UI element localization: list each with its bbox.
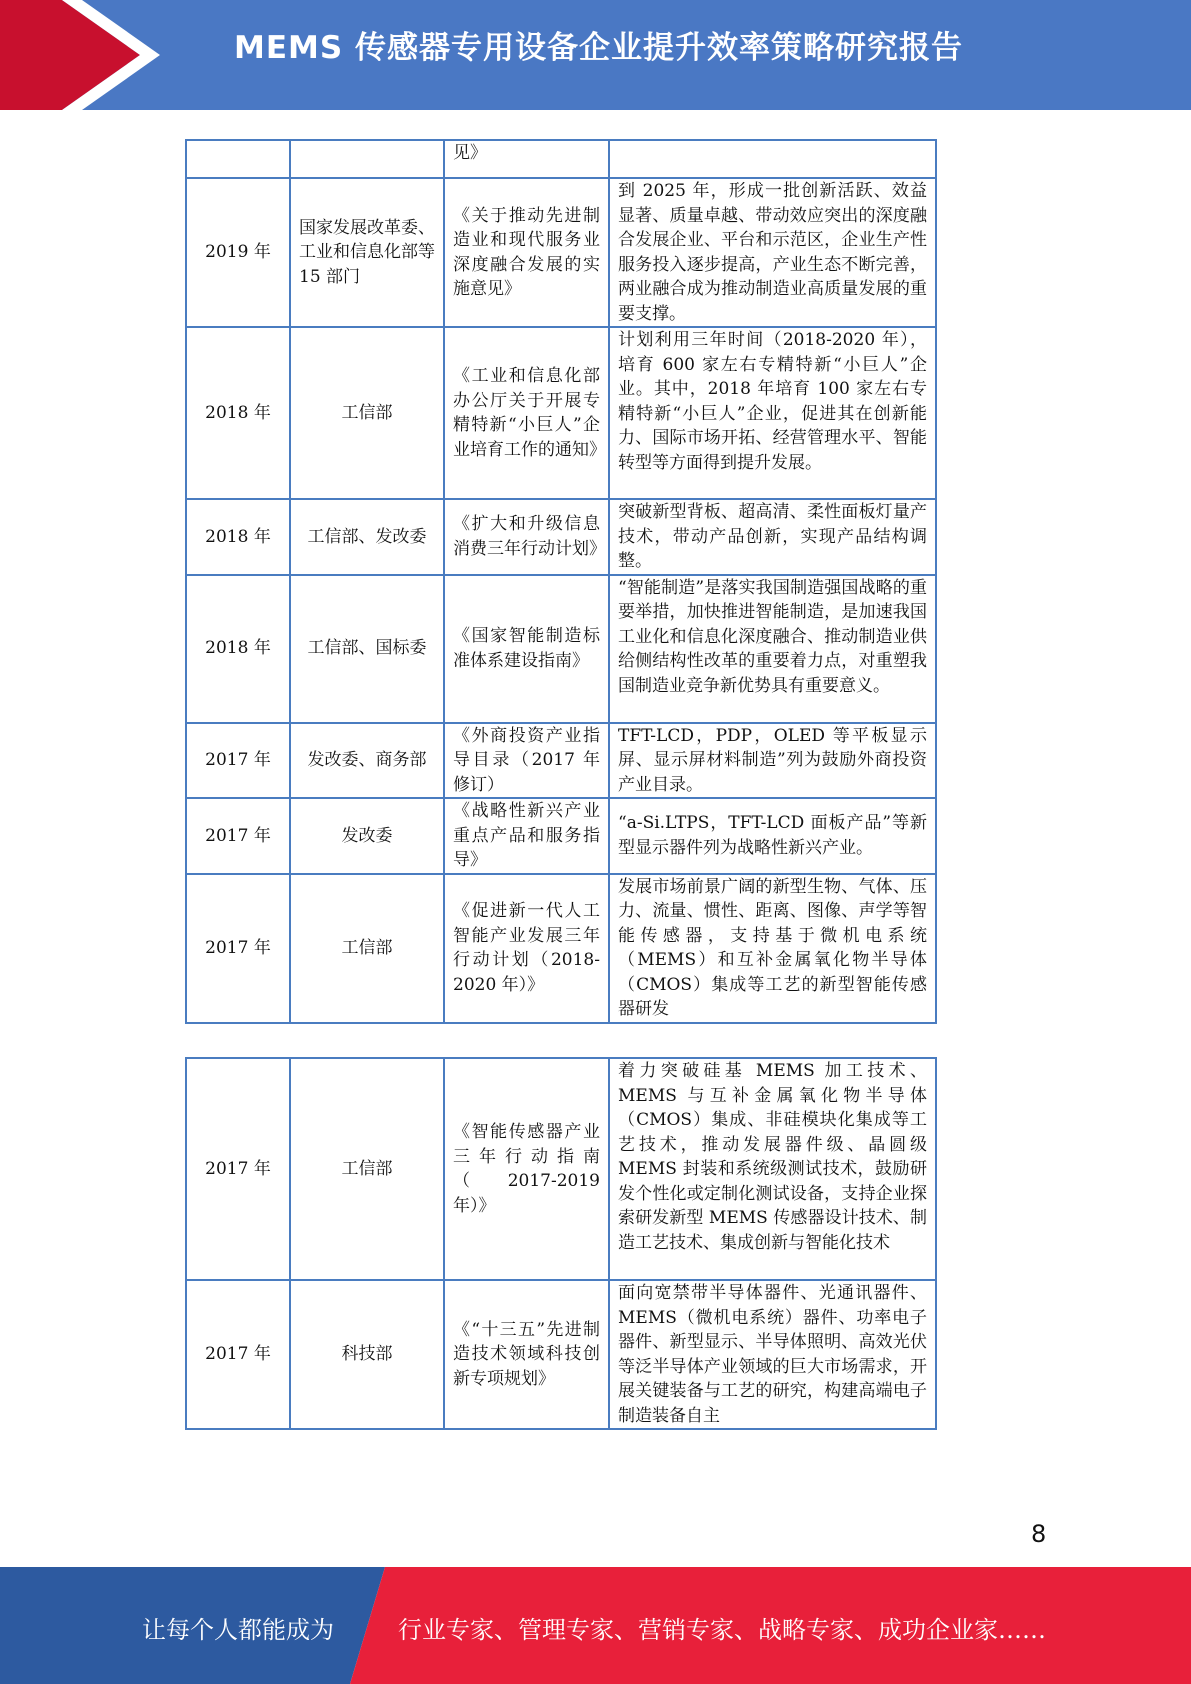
- document-cell: 《工业和信息化部办公厅关于开展专精特新“小巨人”企业培育工作的通知》: [444, 327, 609, 499]
- year-cell: 2017 年: [186, 798, 290, 874]
- department-cell: 发改委: [290, 798, 444, 874]
- page-header: [0, 0, 1191, 110]
- content-cell: 着力突破硅基 MEMS 加工技术、MEMS 与互补金属氧化物半导体（CMOS）集成、非硅模块化集成等工艺技术，推动发展器件级、晶圆级MEMS 封装和系统级测试技术，鼓励研发个性化或定制化测试设备，支持企业探索研发新型 MEMS 传感器设计技术、制造工艺技术、集成创新与智能化技术: [609, 1058, 936, 1280]
- header-arrow-decoration: [0, 0, 160, 110]
- footer-slogan-left: 让每个人都能成为: [142, 1616, 334, 1644]
- table-row: [186, 874, 936, 1023]
- year-cell: 2017 年: [186, 1280, 290, 1429]
- table-row: [186, 723, 936, 799]
- document-cell: 《智能传感器产业三年行动指南（2017-2019 年）》: [444, 1058, 609, 1280]
- content-cell: 到 2025 年，形成一批创新活跃、效益显著、质量卓越、带动效应突出的深度融合发展企业、平台和示范区，企业生产性服务投入逐步提高，产业生态不断完善，两业融合成为推动制造业高质量发展的重要支撑。: [609, 178, 936, 327]
- table-row: [186, 140, 936, 178]
- year-cell: 2018 年: [186, 327, 290, 499]
- content-cell: “a-Si.LTPS，TFT-LCD 面板产品”等新型显示器件列为战略性新兴产业。: [609, 798, 936, 874]
- report-title: MEMS 传感器专用设备企业提升效率策略研究报告: [234, 30, 963, 66]
- content-cell: 计划利用三年时间（2018-2020 年），培育 600 家左右专精特新“小巨人”企业。其中，2018 年培育 100 家左右专精特新“小巨人”企业，促进其在创新能力、国际市场开拓、经营管理水平、智能转型等方面得到提升发展。: [609, 327, 936, 499]
- document-cell: 《扩大和升级信息消费三年行动计划》: [444, 499, 609, 575]
- content-cell: TFT-LCD，PDP，OLED 等平板显示屏、显示屏材料制造”列为鼓励外商投资产业目录。: [609, 723, 936, 799]
- content-cell: 突破新型背板、超高清、柔性面板灯量产技术，带动产品创新，实现产品结构调整。: [609, 499, 936, 575]
- department-cell: 工信部、国标委: [290, 575, 444, 723]
- department-cell: 发改委、商务部: [290, 723, 444, 799]
- table-row: [186, 178, 936, 327]
- year-cell: 2018 年: [186, 499, 290, 575]
- year-cell: 2017 年: [186, 723, 290, 799]
- year-cell: 2019 年: [186, 178, 290, 327]
- table-row: [186, 798, 936, 874]
- document-cell: 见》: [444, 140, 609, 178]
- content-cell: 发展市场前景广阔的新型生物、气体、压力、流量、惯性、距离、图像、声学等智能传感器，支持基于微机电系统（MEMS）和互补金属氧化物半导体（CMOS）集成等工艺的新型智能传感器研发: [609, 874, 936, 1023]
- year-cell: 2018 年: [186, 575, 290, 723]
- department-cell: 工信部: [290, 327, 444, 499]
- content-cell: [609, 140, 936, 178]
- page-number: 8: [1031, 1520, 1047, 1548]
- department-cell: 工信部、发改委: [290, 499, 444, 575]
- table-row: [186, 499, 936, 575]
- footer-slogan-right: 行业专家、管理专家、营销专家、战略专家、成功企业家……: [398, 1616, 1046, 1644]
- policy-table-2: [185, 1057, 937, 1430]
- content-cell: “智能制造”是落实我国制造强国战略的重要举措，加快推进智能制造，是加速我国工业化和信息化深度融合、推动制造业供给侧结构性改革的重要着力点，对重塑我国制造业竞争新优势具有重要意义。: [609, 575, 936, 723]
- year-cell: 2017 年: [186, 1058, 290, 1280]
- department-cell: [290, 140, 444, 178]
- document-cell: 《外商投资产业指导目录（2017 年修订）: [444, 723, 609, 799]
- page-footer: [0, 1567, 1191, 1684]
- document-cell: 《促进新一代人工智能产业发展三年行动计划（2018-2020 年）》: [444, 874, 609, 1023]
- document-cell: 《战略性新兴产业重点产品和服务指导》: [444, 798, 609, 874]
- year-cell: [186, 140, 290, 178]
- document-cell: 《“十三五”先进制造技术领域科技创新专项规划》: [444, 1280, 609, 1429]
- department-cell: 工信部: [290, 874, 444, 1023]
- content-cell: 面向宽禁带半导体器件、光通讯器件、MEMS（微机电系统）器件、功率电子器件、新型显示、半导体照明、高效光伏等泛半导体产业领域的巨大市场需求，开展关键装备与工艺的研究，构建高端电子制造装备自主: [609, 1280, 936, 1429]
- document-cell: 《国家智能制造标准体系建设指南》: [444, 575, 609, 723]
- table-row: [186, 575, 936, 723]
- table-row: [186, 1058, 936, 1280]
- document-cell: 《关于推动先进制造业和现代服务业深度融合发展的实施意见》: [444, 178, 609, 327]
- year-cell: 2017 年: [186, 874, 290, 1023]
- table-row: [186, 1280, 936, 1429]
- table-row: [186, 327, 936, 499]
- department-cell: 工信部: [290, 1058, 444, 1280]
- policy-table-1: [185, 139, 937, 1024]
- department-cell: 科技部: [290, 1280, 444, 1429]
- department-cell: 国家发展改革委、工业和信息化部等 15 部门: [290, 178, 444, 327]
